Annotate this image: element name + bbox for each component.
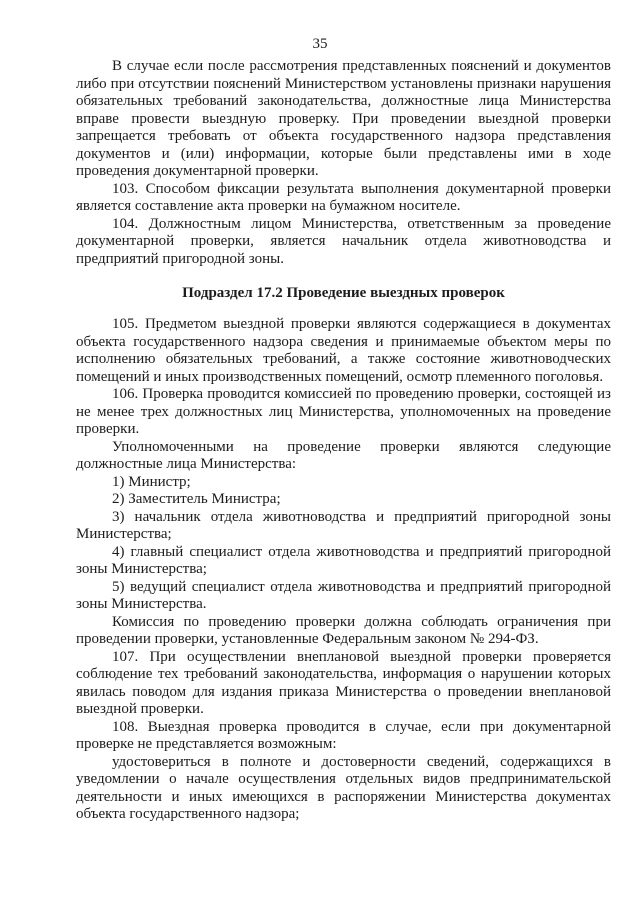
paragraph-108: 108. Выездная проверка проводится в случае, если при документарной проверке не представляется возможным: — [76, 718, 611, 752]
top-text-block — [76, 58, 611, 268]
paragraph-authorized-officials: Уполномоченными на проведение проверки являются следующие должностные лица Министерства: — [76, 438, 611, 472]
page-number: 35 — [312, 36, 328, 52]
paragraph-verify-completeness: удостовериться в полноте и достоверности сведений, содержащихся в уведомлении о начале осуществления отдельных видов предпринимательской деятельности и иных имеющихся в распоряжении Министерства документах объекта государственного надзора; — [76, 753, 611, 822]
paragraph-104: 104. Должностным лицом Министерства, ответственным за проведение документарной проверки, является начальник отдела животноводства и предприятий пригородной зоны. — [76, 215, 611, 267]
section-heading: Подраздел 17.2 Проведение выездных проверок — [182, 285, 505, 301]
list-item-leading-specialist: 5) ведущий специалист отдела животноводства и предприятий пригородной зоны Министерства. — [76, 578, 611, 612]
list-item-chief-specialist: 4) главный специалист отдела животноводства и предприятий пригородной зоны Министерства; — [76, 543, 611, 577]
list-item-deputy-minister: 2) Заместитель Министра; — [112, 491, 281, 507]
list-item-minister: 1) Министр; — [112, 473, 191, 490]
paragraph-103: 103. Способом фиксации результата выполнения документарной проверки является составление акта проверки на бумажном носителе. — [76, 180, 611, 214]
paragraph-commission-restrictions: Комиссия по проведению проверки должна соблюдать ограничения при проведении проверки, установленные Федеральным законом № 294-ФЗ. — [76, 613, 611, 647]
bottom-text-block — [76, 316, 611, 824]
list-item-department-head: 3) начальник отдела животноводства и предприятий пригородной зоны Министерства; — [76, 508, 611, 542]
paragraph-106: 106. Проверка проводится комиссией по проведению проверки, состоящей из не менее трех должностных лиц Министерства, уполномоченных на проведение проверки. — [76, 386, 611, 437]
paragraph-105: 105. Предметом выездной проверки являются содержащиеся в документах объекта государственного надзора сведения и принимаемые объектом меры по исполнению обязательных требований, а также состояние животноводческих помещений и иных производственных помещений, осмотр племенного поголовья. — [76, 316, 611, 385]
paragraph-107: 107. При осуществлении внеплановой выездной проверки проверяется соблюдение тех требований законодательства, информация о нарушении которых явилась поводом для издания приказа Министерства о проведении внеплановой выездной проверки. — [76, 648, 611, 717]
paragraph-inspection-conclusion: В случае если после рассмотрения представленных пояснений и документов либо при отсутствии пояснений Министерством установлены признаки нарушения обязательных требований законодательства, должностные лица Министерства вправе провести выездную проверку. При проведении выездной проверки запрещается требовать от объекта государственного надзора представления документов и (или) информации, которые были представлены ими в ходе проведения документарной проверки. — [76, 58, 611, 179]
